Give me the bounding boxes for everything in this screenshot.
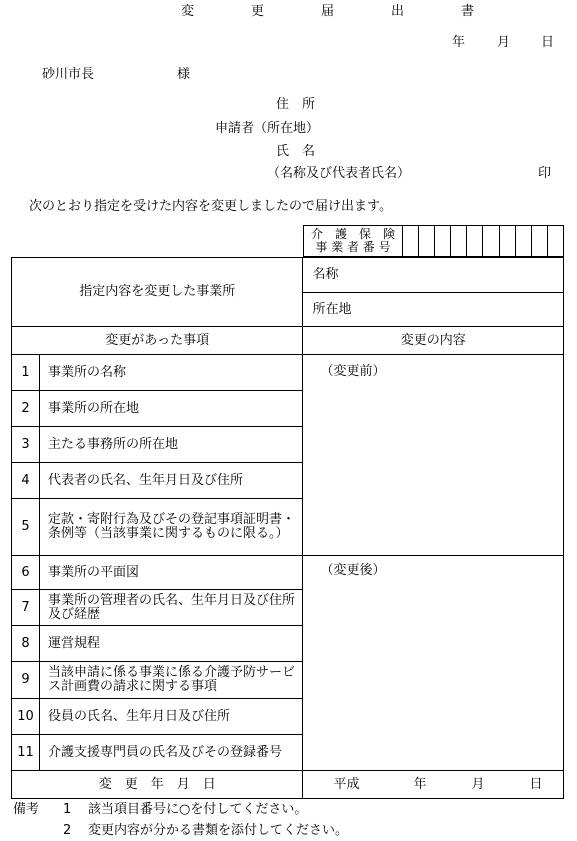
provider-digit-cell[interactable] — [515, 226, 531, 257]
item-number[interactable]: 10 — [12, 699, 40, 735]
item-number[interactable]: 7 — [12, 590, 40, 626]
item-text: 事業所の名称 — [39, 355, 303, 391]
applicant-name-label: 氏 名 — [276, 144, 316, 159]
facility-name-label: 名称 — [312, 267, 339, 282]
applicant-label: 申請者（所在地） — [215, 121, 320, 136]
item-number[interactable]: 9 — [12, 662, 40, 699]
note-number: 2 — [63, 823, 72, 838]
item-text: 定款・寄附行為及びその登記事項証明書・条例等（当該事業に関するものに限る。） — [39, 499, 303, 556]
facility-location-field[interactable] — [303, 293, 564, 327]
item-number[interactable]: 2 — [12, 391, 40, 427]
item-number[interactable]: 3 — [12, 427, 40, 463]
change-table — [11, 257, 564, 799]
content-after-label: （変更後） — [320, 563, 386, 578]
item-number[interactable]: 4 — [12, 463, 40, 499]
item-text: 役員の氏名、生年月日及び住所 — [39, 699, 303, 735]
item-number[interactable]: 8 — [12, 626, 40, 662]
document-title: 変 更 届 出 書 — [181, 4, 497, 19]
item-text: 主たる事務所の所在地 — [39, 427, 303, 463]
addressee-city: 砂川市長 — [42, 67, 95, 82]
content-before-cell[interactable] — [303, 355, 564, 556]
item-text: 事業所の所在地 — [39, 391, 303, 427]
item-number[interactable]: 5 — [12, 499, 40, 556]
provider-digit-cell[interactable] — [547, 226, 563, 257]
notes-label: 備考 — [13, 802, 40, 817]
date-month-label: 月 — [497, 35, 511, 50]
provider-number-label: 介 護 保 険 事 業 者 番 号 — [304, 226, 403, 257]
change-date-label: 変 更 年 月 日 — [12, 771, 303, 799]
applicant-name-note: （名称及び代表者氏名） — [267, 166, 411, 181]
provider-digit-cell[interactable] — [467, 226, 483, 257]
provider-digit-cell[interactable] — [403, 226, 419, 257]
content-before-label: （変更前） — [320, 364, 386, 379]
note-number: 1 — [63, 802, 72, 817]
applicant-address-label: 住 所 — [276, 97, 316, 112]
provider-digit-cell[interactable] — [419, 226, 435, 257]
facility-name-field[interactable] — [303, 258, 564, 293]
item-text: 介護支援専門員の氏名及びその登録番号 — [39, 735, 303, 771]
items-header: 変更があった事項 — [12, 327, 303, 355]
facility-label: 指定内容を変更した事業所 — [12, 258, 303, 327]
seal-mark: 印 — [538, 166, 552, 181]
change-date-month: 月 — [471, 777, 485, 792]
change-date-year: 年 — [413, 777, 427, 792]
date-year-label: 年 — [452, 35, 466, 50]
change-date-era: 平成 — [333, 777, 360, 792]
change-date-field[interactable] — [303, 771, 564, 799]
intro-text: 次のとおり指定を受けた内容を変更しましたので届け出ます。 — [29, 199, 392, 214]
item-text: 事業所の平面図 — [39, 556, 303, 590]
content-header: 変更の内容 — [303, 327, 564, 355]
content-after-cell[interactable] — [303, 556, 564, 771]
provider-digit-cell[interactable] — [451, 226, 467, 257]
date-day-label: 日 — [541, 35, 555, 50]
item-number[interactable]: 1 — [12, 355, 40, 391]
provider-digit-cell[interactable] — [435, 226, 451, 257]
provider-digit-cell[interactable] — [499, 226, 515, 257]
note-text: 変更内容が分かる書類を添付してください。 — [88, 823, 349, 838]
item-number[interactable]: 11 — [12, 735, 40, 771]
change-date-day: 日 — [529, 777, 543, 792]
provider-digit-cell[interactable] — [483, 226, 499, 257]
addressee-honorific: 様 — [177, 67, 191, 82]
item-text: 運営規程 — [39, 626, 303, 662]
note-text: 該当項目番号に○を付してください。 — [88, 802, 308, 817]
item-text: 当該申請に係る事業に係る介護予防サービス計画費の請求に関する事項 — [39, 662, 303, 699]
provider-number-box — [303, 225, 564, 257]
facility-location-label: 所在地 — [312, 301, 352, 317]
item-text: 代表者の氏名、生年月日及び住所 — [39, 463, 303, 499]
provider-digit-cell[interactable] — [531, 226, 547, 257]
item-number[interactable]: 6 — [12, 556, 40, 590]
item-text: 事業所の管理者の氏名、生年月日及び住所及び経歴 — [39, 590, 303, 626]
